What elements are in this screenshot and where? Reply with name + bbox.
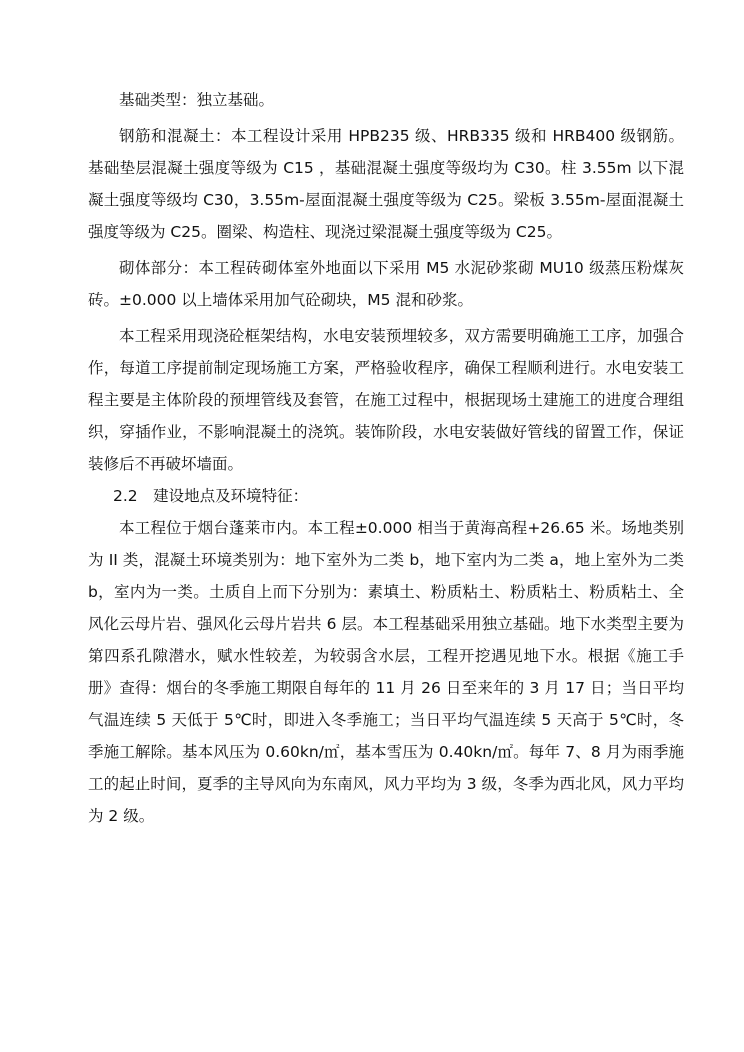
paragraph-masonry: 砌体部分：本工程砖砌体室外地面以下采用 M5 水泥砂浆砌 MU10 级蒸压粉煤灰砖。±0.000 以上墙体采用加气砼砌块，M5 混和砂浆。 <box>88 259 684 309</box>
section-heading-site-environment: 2.2 建设地点及环境特征： <box>113 487 309 505</box>
paragraph-rebar-concrete: 钢筋和混凝土：本工程设计采用 HPB235 级、HRB335 级和 HRB400 级钢筋。基础垫层混凝土强度等级为 C15 ，基础混凝土强度等级均为 C30。柱 3.55m 以下混凝土强度等级均 C30，3.55m-屋面混凝土强度等级为 C25。梁板 3.55m-屋面混凝土强度等级为 C25。圈梁、构造柱、现浇过梁混凝土强度等级为 C25。 <box>88 127 684 241</box>
document-body <box>88 84 684 832</box>
paragraph-structure-installation: 本工程采用现浇砼框架结构，水电安装预埋较多，双方需要明确施工工序，加强合作，每道工序提前制定现场施工方案，严格验收程序，确保工程顺利进行。水电安装工程主要是主体阶段的预埋管线及套管，在施工过程中，根据现场土建施工的进度合理组织，穿插作业，不影响混凝土的浇筑。装饰阶段，水电安装做好管线的留置工作，保证装修后不再破坏墙面。 <box>88 327 684 473</box>
paragraph-foundation-type: 基础类型：独立基础。 <box>119 91 275 109</box>
paragraph-site-environment: 本工程位于烟台蓬莱市内。本工程±0.000 相当于黄海高程+26.65 米。场地类别为 II 类，混凝土环境类别为：地下室外为二类 b，地下室内为二类 a，地上室外为二类 b，室内为一类。土质自上而下分别为：素填土、粉质粘土、粉质粘土、粉质粘土、全风化云母片岩、强风化云母片岩共 6 层。本工程基础采用独立基础。地下水类型主要为第四系孔隙潜水，赋水性较差，为较弱含水层，工程开挖遇见地下水。根据《施工手册》查得：烟台的冬季施工期限自每年的 11 月 26 日至来年的 3 月 17 日；当日平均气温连续 5 天低于 5℃时，即进入冬季施工；当日平均气温连续 5 天高于 5℃时，冬季施工解除。基本风压为 0.60kn/㎡，基本雪压为 0.40kn/㎡。每年 7、8 月为雨季施工的起止时间，夏季的主导风向为东南风，风力平均为 3 级，冬季为西北风，风力平均为 2 级。 <box>88 519 684 825</box>
